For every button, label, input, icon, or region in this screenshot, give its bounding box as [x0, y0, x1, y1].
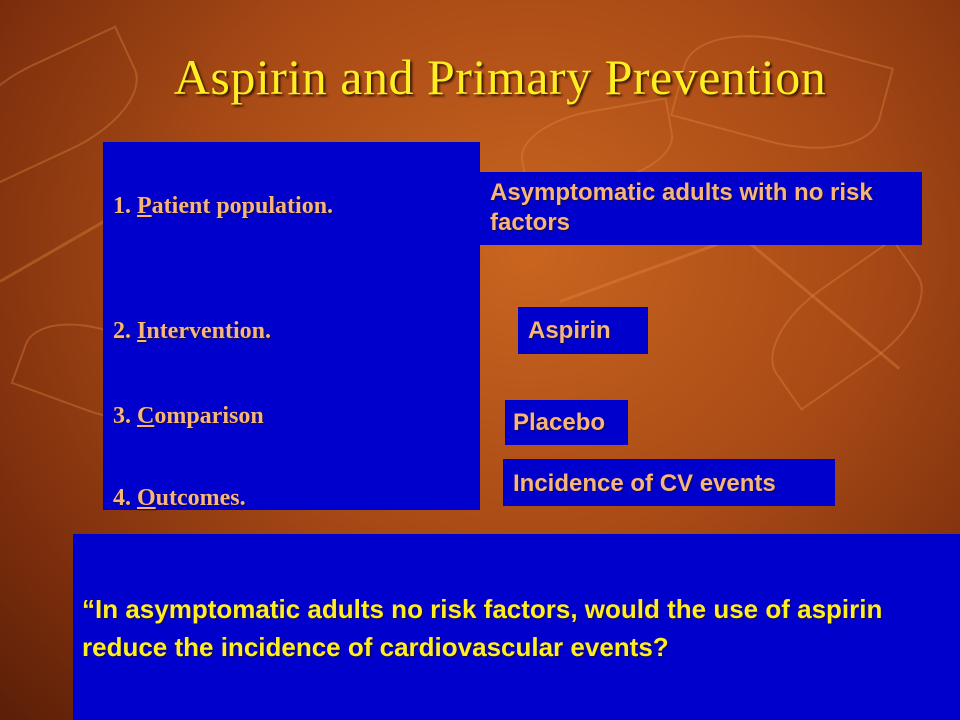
- answer-population: Asymptomatic adults with no risk factors: [490, 179, 873, 236]
- pico-label: utcomes.: [155, 485, 246, 511]
- pico-label: atient population.: [151, 193, 334, 219]
- answer-population-box: [480, 172, 922, 245]
- pico-letter: C: [137, 403, 155, 429]
- pico-item-outcomes: [113, 485, 246, 512]
- answer-comparison: Placebo: [513, 409, 606, 436]
- answer-comparison-box: [505, 400, 628, 445]
- answer-intervention-box: [518, 307, 648, 354]
- pico-number: 2.: [113, 318, 131, 344]
- answer-outcomes-box: [503, 459, 835, 506]
- answer-intervention: Aspirin: [528, 317, 611, 344]
- answer-outcomes: Incidence of CV events: [513, 470, 776, 497]
- pico-letter: O: [137, 485, 156, 511]
- pico-item-patient: [113, 193, 333, 220]
- pico-label: ntervention.: [146, 318, 271, 344]
- clinical-question: “In asymptomatic adults no risk factors, would the use of aspirin reduce the incidence of cardiovascular events?: [82, 594, 883, 662]
- pico-number: 3.: [113, 403, 131, 429]
- slide-title: Aspirin and Primary Prevention: [173, 49, 827, 105]
- pico-letter: I: [137, 318, 147, 344]
- pico-letter: P: [137, 193, 152, 219]
- pico-item-intervention: [113, 318, 271, 345]
- pico-item-comparison: [113, 403, 264, 430]
- pico-label: omparison: [154, 403, 264, 429]
- pico-number: 4.: [113, 485, 131, 511]
- pico-number: 1.: [113, 193, 131, 219]
